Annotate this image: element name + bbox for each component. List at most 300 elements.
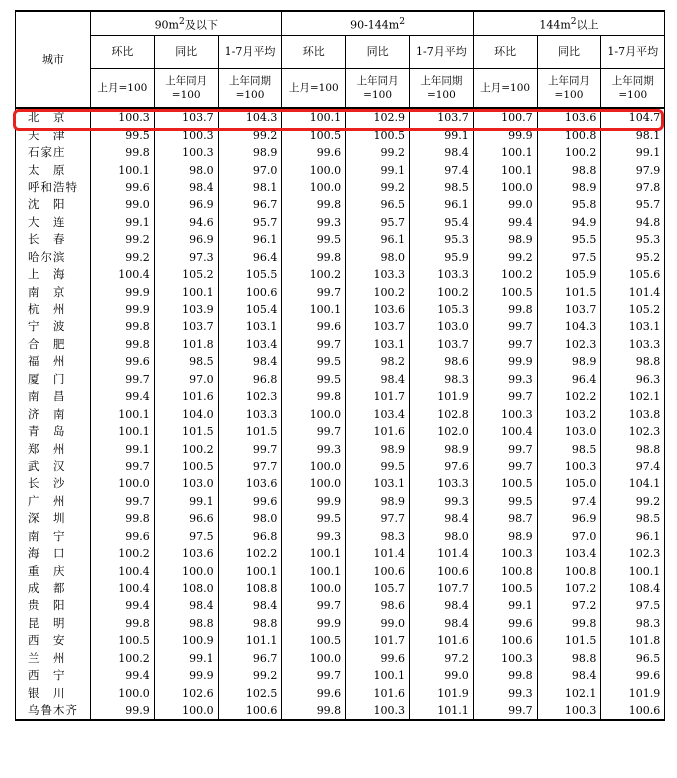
table-row bbox=[16, 545, 665, 562]
index-value: 98.9 bbox=[473, 231, 537, 248]
index-value: 101.6 bbox=[154, 388, 218, 405]
index-value: 100.0 bbox=[282, 475, 346, 492]
index-value: 100.0 bbox=[282, 161, 346, 178]
index-value: 100.2 bbox=[91, 545, 155, 562]
table-row bbox=[16, 196, 665, 213]
index-value: 100.1 bbox=[91, 405, 155, 422]
sub-header-yoy: 同比 bbox=[537, 36, 601, 69]
index-value: 99.6 bbox=[282, 318, 346, 335]
index-value: 99.2 bbox=[473, 249, 537, 266]
index-value: 100.3 bbox=[154, 126, 218, 143]
index-value: 105.5 bbox=[218, 266, 282, 283]
index-value: 97.3 bbox=[154, 249, 218, 266]
table-body bbox=[16, 108, 665, 720]
index-value: 100.2 bbox=[409, 283, 473, 300]
index-value: 99.9 bbox=[91, 301, 155, 318]
index-value: 98.4 bbox=[409, 144, 473, 161]
table-row bbox=[16, 510, 665, 527]
index-value: 103.1 bbox=[601, 318, 665, 335]
index-value: 100.5 bbox=[473, 475, 537, 492]
index-value: 103.0 bbox=[154, 475, 218, 492]
index-value: 95.4 bbox=[409, 214, 473, 231]
index-value: 100.1 bbox=[154, 283, 218, 300]
city-name: 哈尔滨 bbox=[16, 249, 91, 266]
base-header-last-month: 上月=100 bbox=[282, 69, 346, 109]
index-value: 100.0 bbox=[282, 179, 346, 196]
price-index-table bbox=[15, 10, 665, 721]
index-value: 95.5 bbox=[537, 231, 601, 248]
index-value: 96.4 bbox=[218, 249, 282, 266]
index-value: 99.5 bbox=[473, 493, 537, 510]
table-row bbox=[16, 388, 665, 405]
index-value: 103.7 bbox=[537, 301, 601, 318]
index-value: 101.7 bbox=[346, 388, 410, 405]
index-value: 99.9 bbox=[154, 667, 218, 684]
index-value: 104.1 bbox=[601, 475, 665, 492]
index-value: 103.9 bbox=[154, 301, 218, 318]
index-value: 103.1 bbox=[346, 475, 410, 492]
index-value: 99.1 bbox=[154, 493, 218, 510]
index-value: 100.4 bbox=[91, 266, 155, 283]
index-value: 103.3 bbox=[601, 336, 665, 353]
table-row bbox=[16, 301, 665, 318]
table-row bbox=[16, 632, 665, 649]
index-value: 97.4 bbox=[409, 161, 473, 178]
index-value: 99.7 bbox=[473, 318, 537, 335]
index-value: 103.4 bbox=[346, 405, 410, 422]
index-value: 103.7 bbox=[346, 318, 410, 335]
index-value: 96.9 bbox=[154, 231, 218, 248]
index-value: 99.8 bbox=[282, 196, 346, 213]
index-value: 98.8 bbox=[537, 650, 601, 667]
index-value: 99.8 bbox=[91, 144, 155, 161]
index-value: 100.5 bbox=[346, 126, 410, 143]
index-value: 100.1 bbox=[601, 562, 665, 579]
index-value: 100.4 bbox=[91, 562, 155, 579]
city-name: 兰 州 bbox=[16, 650, 91, 667]
index-value: 100.1 bbox=[91, 423, 155, 440]
index-value: 99.1 bbox=[91, 214, 155, 231]
index-value: 105.7 bbox=[346, 580, 410, 597]
index-value: 100.6 bbox=[473, 632, 537, 649]
index-value: 97.5 bbox=[601, 597, 665, 614]
index-value: 99.2 bbox=[346, 179, 410, 196]
index-value: 101.7 bbox=[346, 632, 410, 649]
index-value: 96.1 bbox=[346, 231, 410, 248]
sub-header-avg: 1-7月平均 bbox=[409, 36, 473, 69]
index-value: 99.7 bbox=[282, 667, 346, 684]
table-row bbox=[16, 615, 665, 632]
index-value: 103.6 bbox=[537, 108, 601, 126]
city-name: 福 州 bbox=[16, 353, 91, 370]
index-value: 98.4 bbox=[409, 615, 473, 632]
index-value: 100.2 bbox=[473, 266, 537, 283]
index-value: 99.1 bbox=[409, 126, 473, 143]
index-value: 102.5 bbox=[218, 684, 282, 701]
index-value: 99.3 bbox=[282, 440, 346, 457]
index-value: 100.2 bbox=[537, 144, 601, 161]
index-value: 99.3 bbox=[473, 371, 537, 388]
index-value: 100.0 bbox=[282, 580, 346, 597]
index-value: 103.6 bbox=[154, 545, 218, 562]
table-row bbox=[16, 493, 665, 510]
city-name: 青 岛 bbox=[16, 423, 91, 440]
index-value: 102.3 bbox=[218, 388, 282, 405]
city-name: 上 海 bbox=[16, 266, 91, 283]
index-value: 98.4 bbox=[218, 353, 282, 370]
index-value: 98.4 bbox=[409, 510, 473, 527]
index-value: 100.3 bbox=[473, 650, 537, 667]
index-value: 105.2 bbox=[601, 301, 665, 318]
index-value: 100.3 bbox=[91, 108, 155, 126]
index-value: 105.2 bbox=[154, 266, 218, 283]
index-value: 97.9 bbox=[601, 161, 665, 178]
index-value: 99.8 bbox=[91, 336, 155, 353]
index-value: 95.3 bbox=[409, 231, 473, 248]
index-value: 100.6 bbox=[218, 702, 282, 720]
index-value: 107.7 bbox=[409, 580, 473, 597]
index-value: 99.5 bbox=[282, 231, 346, 248]
city-name: 石家庄 bbox=[16, 144, 91, 161]
index-value: 100.0 bbox=[282, 405, 346, 422]
city-name: 济 南 bbox=[16, 405, 91, 422]
index-value: 99.4 bbox=[91, 597, 155, 614]
index-value: 98.0 bbox=[409, 528, 473, 545]
city-name: 呼和浩特 bbox=[16, 179, 91, 196]
index-value: 98.1 bbox=[601, 126, 665, 143]
table-row bbox=[16, 405, 665, 422]
index-value: 94.8 bbox=[601, 214, 665, 231]
index-value: 96.5 bbox=[346, 196, 410, 213]
index-value: 99.6 bbox=[282, 144, 346, 161]
table-row bbox=[16, 144, 665, 161]
index-value: 98.9 bbox=[409, 440, 473, 457]
index-value: 96.1 bbox=[601, 528, 665, 545]
index-value: 98.8 bbox=[601, 440, 665, 457]
index-value: 99.2 bbox=[601, 493, 665, 510]
index-value: 100.7 bbox=[473, 108, 537, 126]
index-value: 99.9 bbox=[91, 283, 155, 300]
index-value: 100.4 bbox=[91, 580, 155, 597]
index-value: 103.3 bbox=[409, 266, 473, 283]
index-value: 99.7 bbox=[282, 597, 346, 614]
city-name: 厦 门 bbox=[16, 371, 91, 388]
index-value: 103.7 bbox=[409, 108, 473, 126]
city-name: 南 宁 bbox=[16, 528, 91, 545]
index-value: 98.3 bbox=[409, 371, 473, 388]
table-row bbox=[16, 179, 665, 196]
index-value: 99.7 bbox=[473, 336, 537, 353]
index-value: 101.4 bbox=[346, 545, 410, 562]
city-name: 成 都 bbox=[16, 580, 91, 597]
city-name: 沈 阳 bbox=[16, 196, 91, 213]
index-value: 96.7 bbox=[218, 650, 282, 667]
city-name: 广 州 bbox=[16, 493, 91, 510]
index-value: 97.0 bbox=[537, 528, 601, 545]
index-value: 100.0 bbox=[154, 562, 218, 579]
index-value: 103.3 bbox=[409, 475, 473, 492]
index-value: 95.7 bbox=[601, 196, 665, 213]
index-value: 104.7 bbox=[601, 108, 665, 126]
index-value: 101.8 bbox=[154, 336, 218, 353]
index-value: 103.8 bbox=[601, 405, 665, 422]
index-value: 98.3 bbox=[601, 615, 665, 632]
index-value: 100.6 bbox=[409, 562, 473, 579]
group-header-small: $90m^2$及以下 bbox=[91, 11, 282, 36]
index-value: 96.3 bbox=[601, 371, 665, 388]
table-row bbox=[16, 528, 665, 545]
index-value: 103.7 bbox=[154, 318, 218, 335]
index-value: 103.0 bbox=[537, 423, 601, 440]
index-value: 103.7 bbox=[409, 336, 473, 353]
index-value: 100.3 bbox=[154, 144, 218, 161]
index-value: 100.0 bbox=[282, 650, 346, 667]
index-value: 100.9 bbox=[154, 632, 218, 649]
city-name: 大 连 bbox=[16, 214, 91, 231]
index-value: 105.4 bbox=[218, 301, 282, 318]
index-value: 98.5 bbox=[601, 510, 665, 527]
index-value: 98.0 bbox=[218, 510, 282, 527]
index-value: 98.9 bbox=[537, 179, 601, 196]
index-value: 99.7 bbox=[473, 440, 537, 457]
index-value: 100.0 bbox=[91, 684, 155, 701]
index-value: 99.8 bbox=[282, 249, 346, 266]
index-value: 102.1 bbox=[601, 388, 665, 405]
table-row bbox=[16, 214, 665, 231]
index-value: 102.6 bbox=[154, 684, 218, 701]
index-value: 103.4 bbox=[537, 545, 601, 562]
index-value: 100.6 bbox=[346, 562, 410, 579]
index-value: 98.9 bbox=[346, 493, 410, 510]
index-value: 99.5 bbox=[346, 458, 410, 475]
city-name: 宁 波 bbox=[16, 318, 91, 335]
city-name: 乌鲁木齐 bbox=[16, 702, 91, 720]
index-value: 100.1 bbox=[473, 144, 537, 161]
city-name: 海 口 bbox=[16, 545, 91, 562]
index-value: 95.7 bbox=[346, 214, 410, 231]
index-value: 104.3 bbox=[218, 108, 282, 126]
index-value: 99.3 bbox=[282, 214, 346, 231]
index-value: 99.6 bbox=[91, 528, 155, 545]
index-value: 100.2 bbox=[91, 650, 155, 667]
index-value: 96.4 bbox=[537, 371, 601, 388]
index-value: 99.5 bbox=[282, 510, 346, 527]
city-column-header: 城市 bbox=[16, 11, 91, 108]
index-value: 105.6 bbox=[601, 266, 665, 283]
index-value: 98.9 bbox=[473, 528, 537, 545]
index-value: 99.4 bbox=[91, 667, 155, 684]
index-value: 103.3 bbox=[346, 266, 410, 283]
city-name: 西 宁 bbox=[16, 667, 91, 684]
table-row bbox=[16, 684, 665, 701]
index-value: 100.3 bbox=[346, 702, 410, 720]
city-name: 合 肥 bbox=[16, 336, 91, 353]
index-value: 100.1 bbox=[282, 545, 346, 562]
table-row bbox=[16, 318, 665, 335]
sub-header-avg: 1-7月平均 bbox=[218, 36, 282, 69]
index-value: 94.6 bbox=[154, 214, 218, 231]
index-value: 100.4 bbox=[473, 423, 537, 440]
index-value: 98.4 bbox=[154, 597, 218, 614]
index-value: 99.1 bbox=[91, 440, 155, 457]
index-value: 100.5 bbox=[282, 126, 346, 143]
index-value: 99.2 bbox=[218, 126, 282, 143]
index-value: 100.1 bbox=[346, 667, 410, 684]
city-name: 重 庆 bbox=[16, 562, 91, 579]
table-row bbox=[16, 667, 665, 684]
index-value: 96.9 bbox=[154, 196, 218, 213]
index-value: 108.4 bbox=[601, 580, 665, 597]
index-value: 99.2 bbox=[218, 667, 282, 684]
index-value: 101.5 bbox=[218, 423, 282, 440]
index-value: 99.8 bbox=[282, 388, 346, 405]
table-row bbox=[16, 161, 665, 178]
table-row bbox=[16, 249, 665, 266]
index-value: 94.9 bbox=[537, 214, 601, 231]
table-row bbox=[16, 231, 665, 248]
base-header-same-period: 上年同期=100 bbox=[218, 69, 282, 109]
index-value: 99.3 bbox=[282, 528, 346, 545]
index-value: 99.2 bbox=[91, 249, 155, 266]
city-name: 天 津 bbox=[16, 126, 91, 143]
index-value: 99.5 bbox=[282, 371, 346, 388]
index-value: 99.7 bbox=[218, 440, 282, 457]
index-value: 103.6 bbox=[218, 475, 282, 492]
table-row bbox=[16, 353, 665, 370]
index-value: 99.7 bbox=[91, 493, 155, 510]
table-row bbox=[16, 650, 665, 667]
index-value: 99.3 bbox=[473, 684, 537, 701]
index-value: 98.5 bbox=[537, 440, 601, 457]
table-row bbox=[16, 423, 665, 440]
index-value: 101.9 bbox=[409, 388, 473, 405]
index-value: 102.8 bbox=[409, 405, 473, 422]
index-value: 98.4 bbox=[346, 371, 410, 388]
index-value: 108.8 bbox=[218, 580, 282, 597]
index-value: 98.6 bbox=[346, 597, 410, 614]
index-value: 99.7 bbox=[473, 458, 537, 475]
index-value: 98.0 bbox=[154, 161, 218, 178]
index-value: 101.5 bbox=[154, 423, 218, 440]
index-value: 99.8 bbox=[91, 318, 155, 335]
index-value: 99.0 bbox=[91, 196, 155, 213]
index-value: 98.2 bbox=[346, 353, 410, 370]
index-value: 102.3 bbox=[601, 423, 665, 440]
sub-header-avg: 1-7月平均 bbox=[601, 36, 665, 69]
index-value: 101.4 bbox=[409, 545, 473, 562]
index-value: 97.4 bbox=[601, 458, 665, 475]
index-value: 96.6 bbox=[154, 510, 218, 527]
index-value: 104.3 bbox=[537, 318, 601, 335]
index-value: 107.2 bbox=[537, 580, 601, 597]
index-value: 97.8 bbox=[601, 179, 665, 196]
city-name: 太 原 bbox=[16, 161, 91, 178]
index-value: 99.0 bbox=[409, 667, 473, 684]
index-value: 99.8 bbox=[473, 667, 537, 684]
index-value: 97.4 bbox=[537, 493, 601, 510]
index-value: 103.4 bbox=[218, 336, 282, 353]
index-value: 100.8 bbox=[537, 562, 601, 579]
index-value: 98.3 bbox=[346, 528, 410, 545]
index-value: 97.2 bbox=[409, 650, 473, 667]
index-value: 100.2 bbox=[154, 440, 218, 457]
index-value: 98.6 bbox=[409, 353, 473, 370]
table-row bbox=[16, 580, 665, 597]
sub-header-mom: 环比 bbox=[473, 36, 537, 69]
index-value: 99.7 bbox=[91, 371, 155, 388]
index-value: 98.4 bbox=[537, 667, 601, 684]
index-value: 100.1 bbox=[91, 161, 155, 178]
index-value: 99.3 bbox=[409, 493, 473, 510]
index-value: 95.2 bbox=[601, 249, 665, 266]
index-value: 100.6 bbox=[218, 283, 282, 300]
index-value: 98.5 bbox=[154, 353, 218, 370]
sub-header-mom: 环比 bbox=[282, 36, 346, 69]
index-value: 108.0 bbox=[154, 580, 218, 597]
index-value: 95.3 bbox=[601, 231, 665, 248]
index-value: 98.9 bbox=[218, 144, 282, 161]
index-value: 97.0 bbox=[218, 161, 282, 178]
table-row bbox=[16, 702, 665, 720]
index-value: 96.7 bbox=[218, 196, 282, 213]
index-value: 98.0 bbox=[346, 249, 410, 266]
index-value: 102.1 bbox=[537, 684, 601, 701]
index-value: 103.7 bbox=[154, 108, 218, 126]
index-value: 99.7 bbox=[282, 423, 346, 440]
base-header-same-period: 上年同期=100 bbox=[601, 69, 665, 109]
index-value: 105.3 bbox=[409, 301, 473, 318]
index-value: 100.3 bbox=[537, 458, 601, 475]
index-value: 101.1 bbox=[218, 632, 282, 649]
index-value: 100.8 bbox=[537, 126, 601, 143]
index-value: 101.1 bbox=[409, 702, 473, 720]
city-name: 长 春 bbox=[16, 231, 91, 248]
index-value: 101.5 bbox=[537, 632, 601, 649]
index-value: 100.0 bbox=[473, 179, 537, 196]
index-value: 98.7 bbox=[473, 510, 537, 527]
index-value: 99.0 bbox=[473, 196, 537, 213]
index-value: 99.8 bbox=[282, 702, 346, 720]
index-value: 95.8 bbox=[537, 196, 601, 213]
group-header-medium: $90-144m^2$ bbox=[282, 11, 473, 36]
index-value: 99.2 bbox=[91, 231, 155, 248]
index-value: 98.5 bbox=[409, 179, 473, 196]
table-row bbox=[16, 126, 665, 143]
index-value: 97.5 bbox=[154, 528, 218, 545]
base-header-last-month: 上月=100 bbox=[473, 69, 537, 109]
index-value: 99.6 bbox=[601, 667, 665, 684]
sub-header-yoy: 同比 bbox=[346, 36, 410, 69]
index-value: 100.8 bbox=[473, 562, 537, 579]
base-header-last-month: 上月=100 bbox=[91, 69, 155, 109]
index-value: 98.4 bbox=[154, 179, 218, 196]
index-value: 99.7 bbox=[473, 388, 537, 405]
index-value: 99.5 bbox=[91, 126, 155, 143]
index-value: 103.2 bbox=[537, 405, 601, 422]
index-value: 101.9 bbox=[601, 684, 665, 701]
index-value: 102.2 bbox=[537, 388, 601, 405]
index-value: 96.8 bbox=[218, 371, 282, 388]
base-header-same-month: 上年同月=100 bbox=[154, 69, 218, 109]
index-value: 99.6 bbox=[218, 493, 282, 510]
index-value: 100.0 bbox=[91, 475, 155, 492]
index-value: 98.1 bbox=[218, 179, 282, 196]
index-value: 103.0 bbox=[409, 318, 473, 335]
index-value: 100.5 bbox=[154, 458, 218, 475]
index-value: 105.0 bbox=[537, 475, 601, 492]
index-value: 102.3 bbox=[601, 545, 665, 562]
index-value: 99.4 bbox=[91, 388, 155, 405]
